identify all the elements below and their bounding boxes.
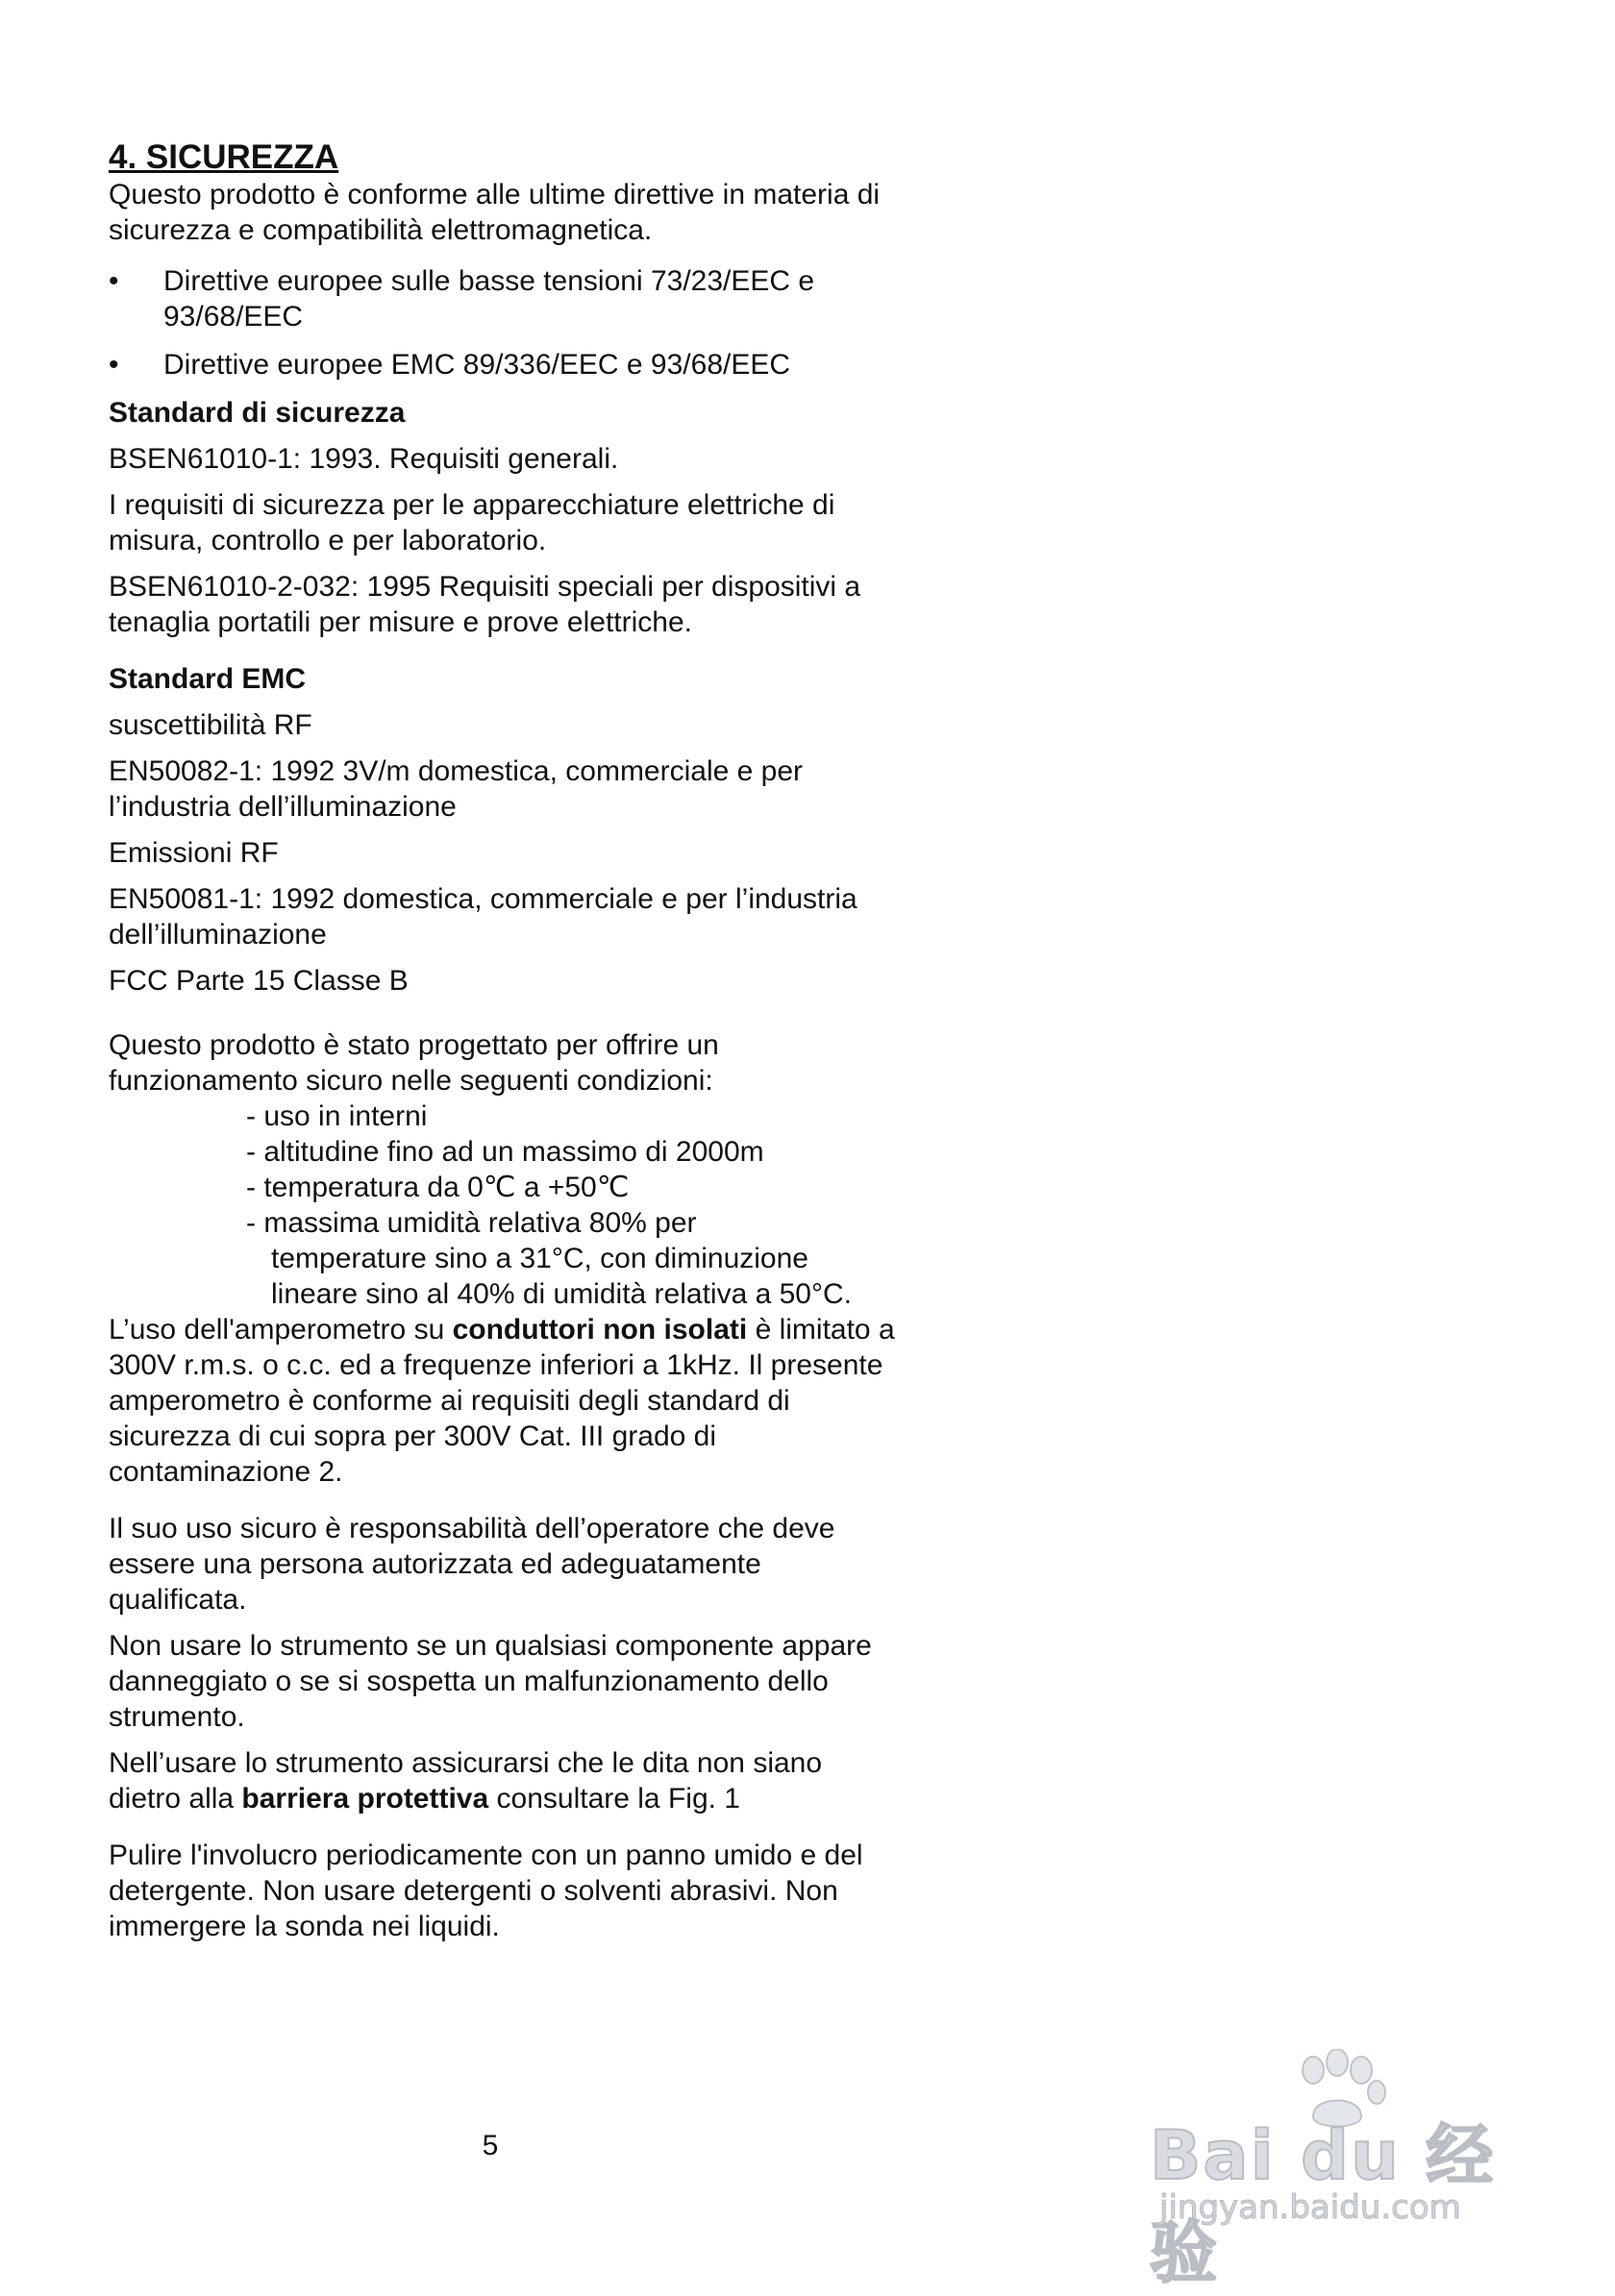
fingers-paragraph: Nell’usare lo strumento assicurarsi che le dita non siano dietro alla barriera protettiva consultare la Fig. 1 — [109, 1747, 823, 1815]
emc-line: EN50081-1: 1992 domestica, commerciale e per l’industria dell’illuminazione — [109, 883, 857, 950]
emc-line: FCC Parte 15 Classe B — [109, 965, 409, 997]
watermark-url: jingyan.baidu.com — [1159, 2188, 1461, 2227]
emc-line: Emissioni RF — [109, 837, 279, 869]
cleaning-paragraph: Pulire l'involucro periodicamente con un panno umido e del detergente. Non usare detergenti o solventi abrasivi. Non immergere la sonda nei liquidi. — [109, 1839, 863, 1942]
design-intro: Questo prodotto è stato progettato per offrire un funzionamento sicuro nelle seguenti condizioni: — [109, 1029, 719, 1097]
condition-item: - temperatura da 0℃ a +50℃ — [246, 1172, 630, 1203]
bullet-icon: • — [109, 265, 119, 297]
emc-line: EN50082-1: 1992 3V/m domestica, commerciale e per l’industria dell’illuminazione — [109, 755, 804, 823]
section-title: 4. SICUREZZA — [109, 138, 339, 176]
usage-paragraph: L’uso dell'amperometro su conduttori non isolati è limitato a 300V r.m.s. o c.c. ed a frequenze inferiori a 1kHz. Il presente amperometro è conforme ai requisiti degli standard di sicurezza di cui sopra per 300V Cat. III grado di contaminazione 2. — [109, 1314, 895, 1488]
page-number: 5 — [482, 2130, 499, 2161]
emc-heading: Standard EMC — [109, 663, 307, 695]
conditions-list — [109, 1099, 897, 1312]
list-item: • Direttive europee sulle basse tensioni 73/23/EEC e 93/68/EEC — [109, 265, 815, 333]
watermark-brand: Bai du 经验 — [1150, 2116, 1496, 2292]
intro-paragraph: Questo prodotto è conforme alle ultime direttive in materia di sicurezza e compatibilità elettromagnetica. — [109, 179, 881, 246]
condition-item: - uso in interni — [246, 1100, 428, 1132]
safety-paragraph: BSEN61010-2-032: 1995 Requisiti speciali per dispositivi a tenaglia portatili per misure e prove elettriche. — [109, 571, 861, 638]
bullet-icon: • — [109, 349, 119, 381]
safety-heading: Standard di sicurezza — [109, 397, 406, 429]
safety-paragraph: BSEN61010-1: 1993. Requisiti generali. — [109, 443, 619, 475]
list-item: • Direttive europee EMC 89/336/EEC e 93/68/EEC — [109, 349, 791, 381]
emc-line: suscettibilità RF — [109, 709, 312, 741]
document-page — [109, 138, 897, 1944]
watermark — [1140, 2049, 1534, 2292]
directives-list — [109, 263, 897, 383]
operator-paragraph: Il suo uso sicuro è responsabilità dell’operatore che deve essere una persona autorizzata ed adeguatamente qualificata. — [109, 1513, 835, 1616]
bold-text: conduttori non isolati — [452, 1314, 748, 1346]
bold-text: barriera protettiva — [241, 1783, 489, 1815]
safety-paragraph: I requisiti di sicurezza per le apparecchiature elettriche di misura, controllo e per laboratorio. — [109, 489, 835, 556]
condition-item: - massima umidità relativa 80% per temperature sino a 31°C, con diminuzione lineare sino al 40% di umidità relativa a 50°C. — [246, 1207, 852, 1310]
damage-paragraph: Non usare lo strumento se un qualsiasi componente appare danneggiato o se si sospetta un malfunzionamento dello strumento. — [109, 1630, 872, 1733]
condition-item: - altitudine fino ad un massimo di 2000m — [246, 1136, 764, 1168]
